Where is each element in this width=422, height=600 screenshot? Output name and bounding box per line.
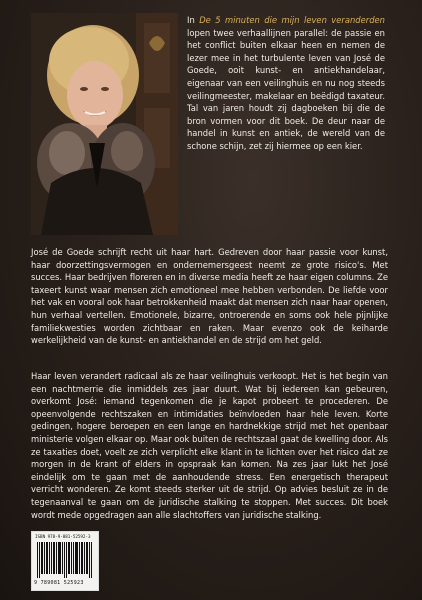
author-photo [31,13,178,235]
barcode [32,532,98,590]
barcode-number: 9 789081 525923 [34,580,84,586]
paragraph-3: Haar leven verandert radicaal als ze haar veilinghuis verkoopt. Het is het begin van een nachtmerrie die inmiddels zes jaar duurt. Wat bij iedereen kan gebeuren, overkomt José: iemand tegenkomen die je kapot probeert te procederen. De opeenvolgende rechtszaken en intimidaties beïnvloeden haar hele leven. Korte gedingen, hogere beroepen en een lange en hardnekkige strijd met het openbaar ministerie volgen elkaar op. Maar ook buiten de rechtszaal gaat de kwelling door. Als ze taxaties doet, voelt ze zich verplicht elke klant in te lichten over het risico dat ze morgen in de krant of elders in opspraak kan komen. Na zes jaar lukt het José eindelijk om te gaan met de aanhoudende stress. Een energetisch therapeut verricht wonderen. Ze komt steeds sterker uit de strijd. Op advies besluit ze in de tegenaanval te gaan om de juridische stalking te stoppen. Met succes. Dit boek wordt mede opgedragen aan alle slachtoffers van juridische stalking. [31,371,388,520]
intro-body: lopen twee verhaallijnen parallel: de passie en het conflict buiten elkaar heen en nemen de lezer mee in het turbulente leven van José de Goede, ooit kunst- en antiekhandelaar, eigenaar van een veilinghuis en nu nog steeds veilingmeester, makelaar en beëdigd taxateur. Tal van jaren houdt zij dagboeken bij die de bron vormen voor dit boek. De deur naar de handel in kunst en antiek, de wereld van de schone schijn, zet zij hiermee op een kier. [187,27,385,151]
isbn-label: ISBN 978-9-081-52592-3 [35,534,91,539]
book-title: De 5 minuten die mijn leven veranderden [199,15,385,25]
intro-prefix: In [187,15,195,25]
paragraph-2: José de Goede schrijft recht uit haar hart. Gedreven door haar passie voor kunst, haar doorzettingsvermogen en ondernemersgeest neemt ze grote risico's. Met succes. Haar bedrijven floreren en in diverse media heeft ze haar eigen columns. Ze taxeert kunst waar mensen zich emotioneel mee hebben verbonden. De liefde voor het vak en vooral ook haar betrokkenheid maakt dat mensen zich naar haar openen, hun verhaal vertellen. Emotionele, bizarre, ontroerende en soms ook hele pijnlijke familiekwesties worden zichtbaar en raken. Maar evenzo ook de keiharde werkelijkheid van de kunst- en antiekhandel en de strijd om het geld. [31,247,388,346]
intro-paragraph [187,14,385,153]
barcode-bars [37,542,93,578]
